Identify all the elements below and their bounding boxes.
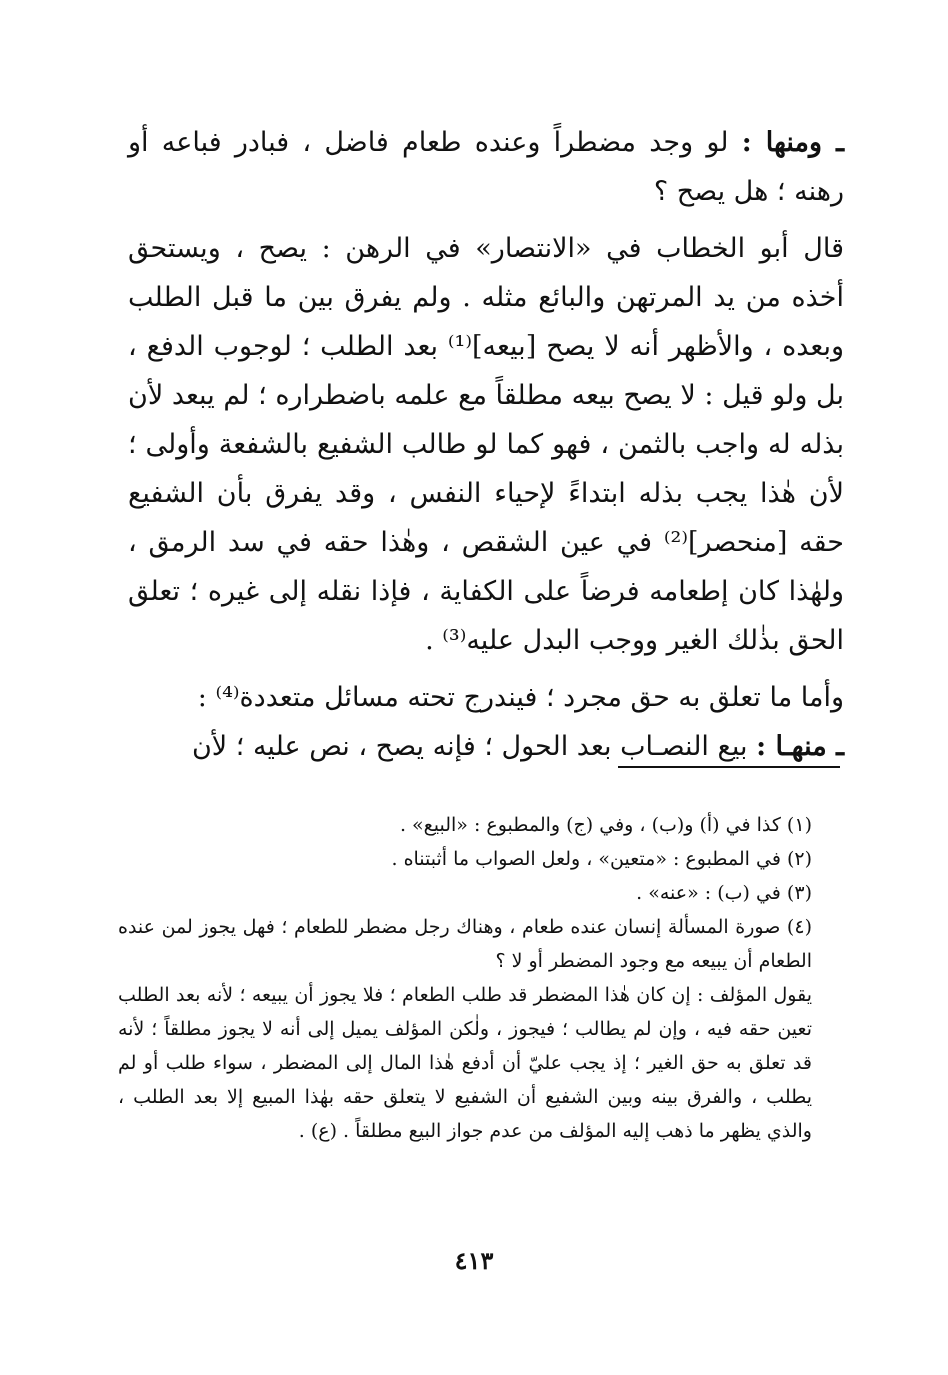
paragraph-1-text: لو وجد مضطراً وعنده طعام فاضل ، فبادر فباعه أو رهنه ؛ هل يصح ؟: [128, 127, 844, 207]
paragraph-4-lead: ـ منهـا :: [756, 731, 844, 762]
main-text: [128, 118, 844, 771]
footnote-4-comment: يقول المؤلف : إن كان هٰذا المضطر قد طلب الطعام ؛ فلا يجوز أن يبيعه ؛ لأنه بعد الطلب تعين حقه فيه ، وإن لم يطالب ؛ فيجوز ، ولٰكن المؤلف يميل إلى أنه لا يجوز مطلقاً ؛ لأنه قد تعلق به حق الغير ؛ إذ يجب عليّ أن أدفع هٰذا المال إلى المضطر ، سواء طلب أو لم يطلب ، والفرق بينه وبين الشفيع أن الشفيع لا يتعلق حقه بهٰذا المبيع إلا بعد الطلب ، والذي يظهر ما ذهب إليه المؤلف من عدم جواز البيع مطلقاً . (ع) .: [118, 984, 812, 1142]
paragraph-3: وأما ما تعلق به حق مجرد ؛ فيندرج تحته مسائل متعددة⁽⁴⁾ :: [197, 682, 844, 713]
footnote-2: (٢) في المطبوع : «متعين» ، ولعل الصواب ما أثبتناه .: [391, 848, 812, 870]
footnote-1: (١) كذا في (أ) و(ب) ، وفي (ج) والمطبوع : «البيع» .: [399, 814, 812, 836]
paragraph-1-lead: ـ ومنها :: [741, 127, 845, 158]
footnote-separator: [618, 766, 840, 768]
page-number: ٤١٣: [454, 1246, 494, 1275]
footnotes: [118, 808, 840, 1148]
paragraph-4: [128, 722, 844, 771]
paragraph-1: [128, 118, 844, 216]
paragraph-2: قال أبو الخطاب في «الانتصار» في الرهن : يصح ، ويستحق أخذه من يد المرتهن والبائع مثله . ولم يفرق بين ما قبل الطلب وبعده ، والأظهر أنه لا يصح [بيعه]⁽¹⁾ بعد الطلب ؛ لوجوب الدفع ، بل ولو قيل : لا يصح بيعه مطلقاً مع علمه باضطراره ؛ لم يبعد لأن بذله له واجب بالثمن ، فهو كما لو طالب الشفيع بالشفعة وأولى ؛ لأن هٰذا يجب بذله ابتداءً لإحياء النفس ، وقد يفرق بأن الشفيع حقه [منحصر]⁽²⁾ في عين الشقص ، وهٰذا حقه في سد الرمق ، ولهٰذا كان إطعامه فرضاً على الكفاية ، فإذا نقله إلى غيره ؛ تعلق الحق بذٰلك الغير ووجب البدل عليه⁽³⁾ .: [128, 233, 844, 656]
paragraph-4-text: بيع النصـاب بعد الحول ؛ فإنه يصح ، نص عليه ؛ لأن: [191, 731, 757, 762]
footnote-4: (٤) صورة المسألة إنسان عنده طعام ، وهناك رجل مضطر للطعام ؛ فهل يجوز لمن عنده الطعام أن يبيعه مع وجود المضطر أو لا ؟: [118, 916, 812, 972]
footnote-3: (٣) في (ب) : «عنه» .: [636, 882, 812, 904]
